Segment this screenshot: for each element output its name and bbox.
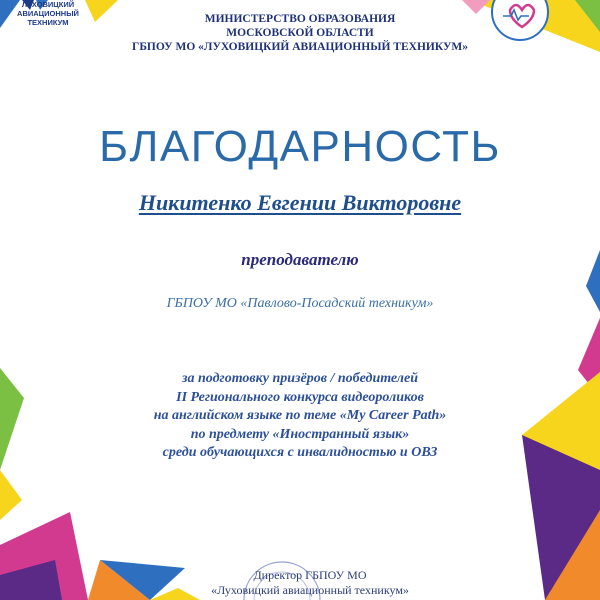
director-signature-block xyxy=(160,568,460,598)
reason-line-4: по предмету «Иностранный язык» xyxy=(190,426,410,442)
recipient-organization: ГБПОУ МО «Павлово-Посадский техникум» xyxy=(166,296,434,311)
ministry-header xyxy=(110,12,490,54)
logo-line-1: ЛУХОВИЦКИЙ xyxy=(21,0,75,9)
side-shape-left-green xyxy=(0,368,24,470)
logo-caption xyxy=(8,0,88,27)
header-line-3: ГБПОУ МО «ЛУХОВИЦКИЙ АВИАЦИОННЫЙ ТЕХНИКУМ» xyxy=(132,41,468,53)
certificate-title: БЛАГОДАРНОСТЬ xyxy=(99,122,501,171)
award-reason xyxy=(80,370,520,463)
reason-line-1: за подготовку призёров / победителей xyxy=(182,371,418,386)
signature-line-1: Директор ГБПОУ МО xyxy=(253,568,367,582)
heart-circle-emblem xyxy=(492,0,548,40)
logo-line-2: АВИАЦИОННЫЙ xyxy=(17,9,79,18)
recipient-name: Никитенко Евгении Викторовне xyxy=(138,190,462,215)
header-line-1: МИНИСТЕРСТВО ОБРАЗОВАНИЯ xyxy=(204,13,396,25)
reason-line-3: на английском языке по теме «My Career Path» xyxy=(153,408,447,423)
reason-line-5: среди обучающихся с инвалидностью и ОВЗ xyxy=(162,445,438,460)
side-shape-left-yellow xyxy=(0,470,22,520)
signature-line-2: «Луховицкий авиационный техникум» xyxy=(211,583,409,597)
header-line-2: МОСКОВСКОЙ ОБЛАСТИ xyxy=(226,27,374,39)
reason-line-2: II Регионального конкурса видеороликов xyxy=(176,389,424,405)
recipient-position: преподавателю xyxy=(241,250,359,269)
logo-line-3: ТЕХНИКУМ xyxy=(27,18,69,27)
